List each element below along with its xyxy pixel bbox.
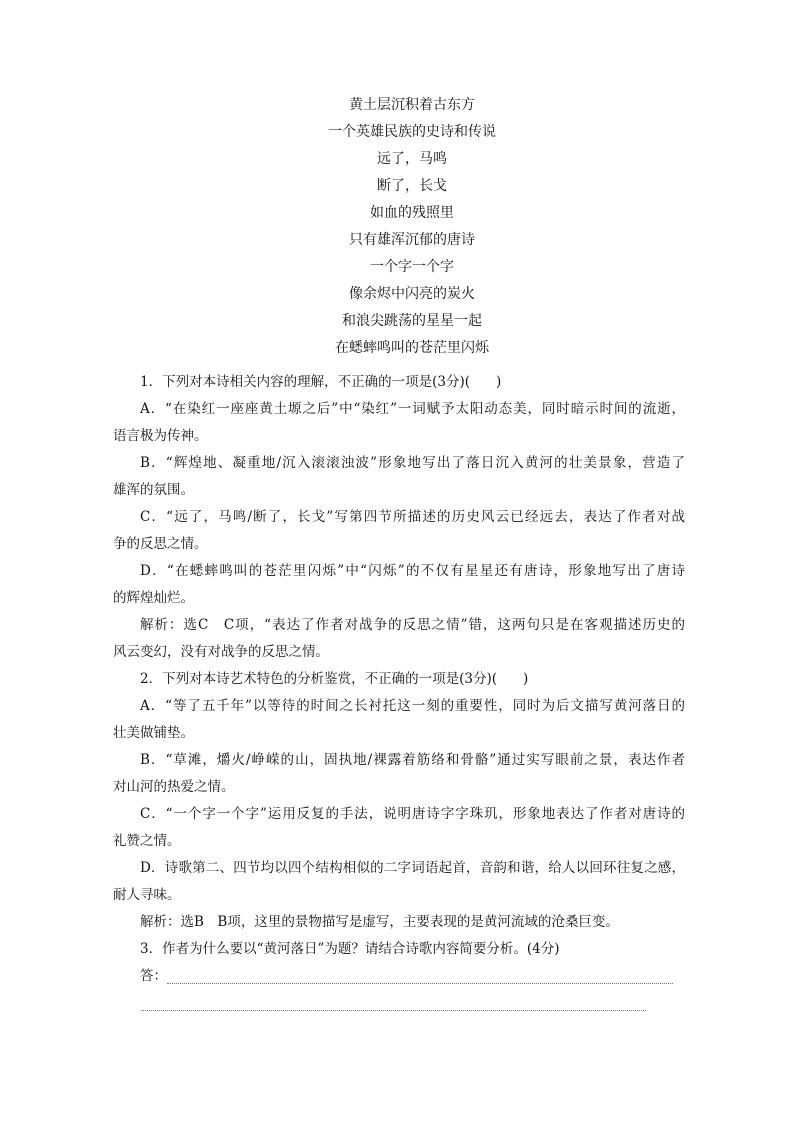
option-c-continued: 争的反思之情。 <box>113 536 208 552</box>
answer-line[interactable] <box>167 983 673 984</box>
questions <box>113 369 685 990</box>
option-b-continued: 对山河的热爱之情。 <box>113 779 235 795</box>
option-d-continued: 的辉煌灿烂。 <box>113 590 194 606</box>
poem-line: 在蟋蟀鸣叫的苍茫里闪烁 <box>335 340 489 356</box>
poem-line: 一个字一个字 <box>370 259 454 275</box>
option-d-continued: 耐人寻味。 <box>113 887 181 903</box>
question-3 <box>113 936 685 990</box>
explanation: 解析：选B B项，这里的景物描写是虚写，主要表现的是黄河流域的沧桑巨变。 <box>140 914 619 930</box>
poem-line: 一个英雄民族的史诗和传说 <box>328 124 496 140</box>
option-a-continued: 语言极为传神。 <box>113 428 208 444</box>
poem-line: 黄土层沉积着古东方 <box>349 97 475 113</box>
option-a: A．“在染红一座座黄土塬之后”中“染红”一词赋予太阳动态美，同时暗示时间的流逝， <box>140 401 685 417</box>
explanation-continued: 风云变幻，没有对战争的反思之情。 <box>113 644 329 660</box>
poem-line: 只有雄浑沉郁的唐诗 <box>349 232 475 248</box>
option-a-continued: 壮美做铺垫。 <box>113 725 194 741</box>
option-b: B．“辉煌地、凝重地/沉入滚滚浊波”形象地写出了落日沉入黄河的壮美景象，营造了 <box>140 455 685 471</box>
option-d: D．诗歌第二、四节均以四个结构相似的二字词语起首，音韵和谐，给人以回环往复之感， <box>140 860 685 876</box>
poem <box>0 92 794 362</box>
question-1-stem: 1．下列对本诗相关内容的理解，不正确的一项是(3分)( <box>140 374 470 390</box>
option-b-continued: 雄浑的氛围。 <box>113 482 194 498</box>
poem-line: 断了，长戈 <box>377 178 447 194</box>
question-stem: 3．作者为什么要以“黄河落日”为题？请结合诗歌内容简要分析。(4分) <box>140 941 560 957</box>
question-stem <box>113 666 685 693</box>
poem-line: 如血的残照里 <box>370 205 454 221</box>
option-b: B．“草滩，爝火/峥嵘的山，固执地/裸露着筋络和骨骼”通过实写眼前之景，表达作者 <box>140 752 685 768</box>
option-a: A．“等了五千年”以等待的时间之长衬托这一刻的重要性，同时为后文描写黄河落日的 <box>140 698 685 714</box>
answer-label: 答： <box>140 968 167 984</box>
answer-line[interactable] <box>141 1010 646 1011</box>
poem-line: 和浪尖跳荡的星星一起 <box>342 313 482 329</box>
question-2 <box>113 666 685 936</box>
option-c: C．“远了，马鸣/断了，长戈”写第四节所描述的历史风云已经远去，表达了作者对战 <box>140 509 685 525</box>
option-d: D．“在蟋蟀鸣叫的苍茫里闪烁”中“闪烁”的不仅有星星还有唐诗，形象地写出了唐诗 <box>140 563 685 579</box>
option-c: C．“一个字一个字”运用反复的手法，说明唐诗字字珠玑，形象地表达了作者对唐诗的 <box>140 806 685 822</box>
question-2-stem: 2．下列对本诗艺术特色的分析鉴赏，不正确的一项是(3分)( <box>140 671 497 687</box>
explanation: 解析：选C C项，“表达了作者对战争的反思之情”错，这两句只是在客观描述历史的 <box>140 617 685 633</box>
question-1-stem-close: ) <box>495 374 502 390</box>
poem-line: 像余烬中闪亮的炭火 <box>349 286 475 302</box>
question-stem <box>113 369 685 396</box>
option-c-continued: 礼赞之情。 <box>113 833 181 849</box>
poem-line: 远了，马鸣 <box>377 151 447 167</box>
question-1 <box>113 369 685 666</box>
question-2-stem-close: ) <box>522 671 529 687</box>
